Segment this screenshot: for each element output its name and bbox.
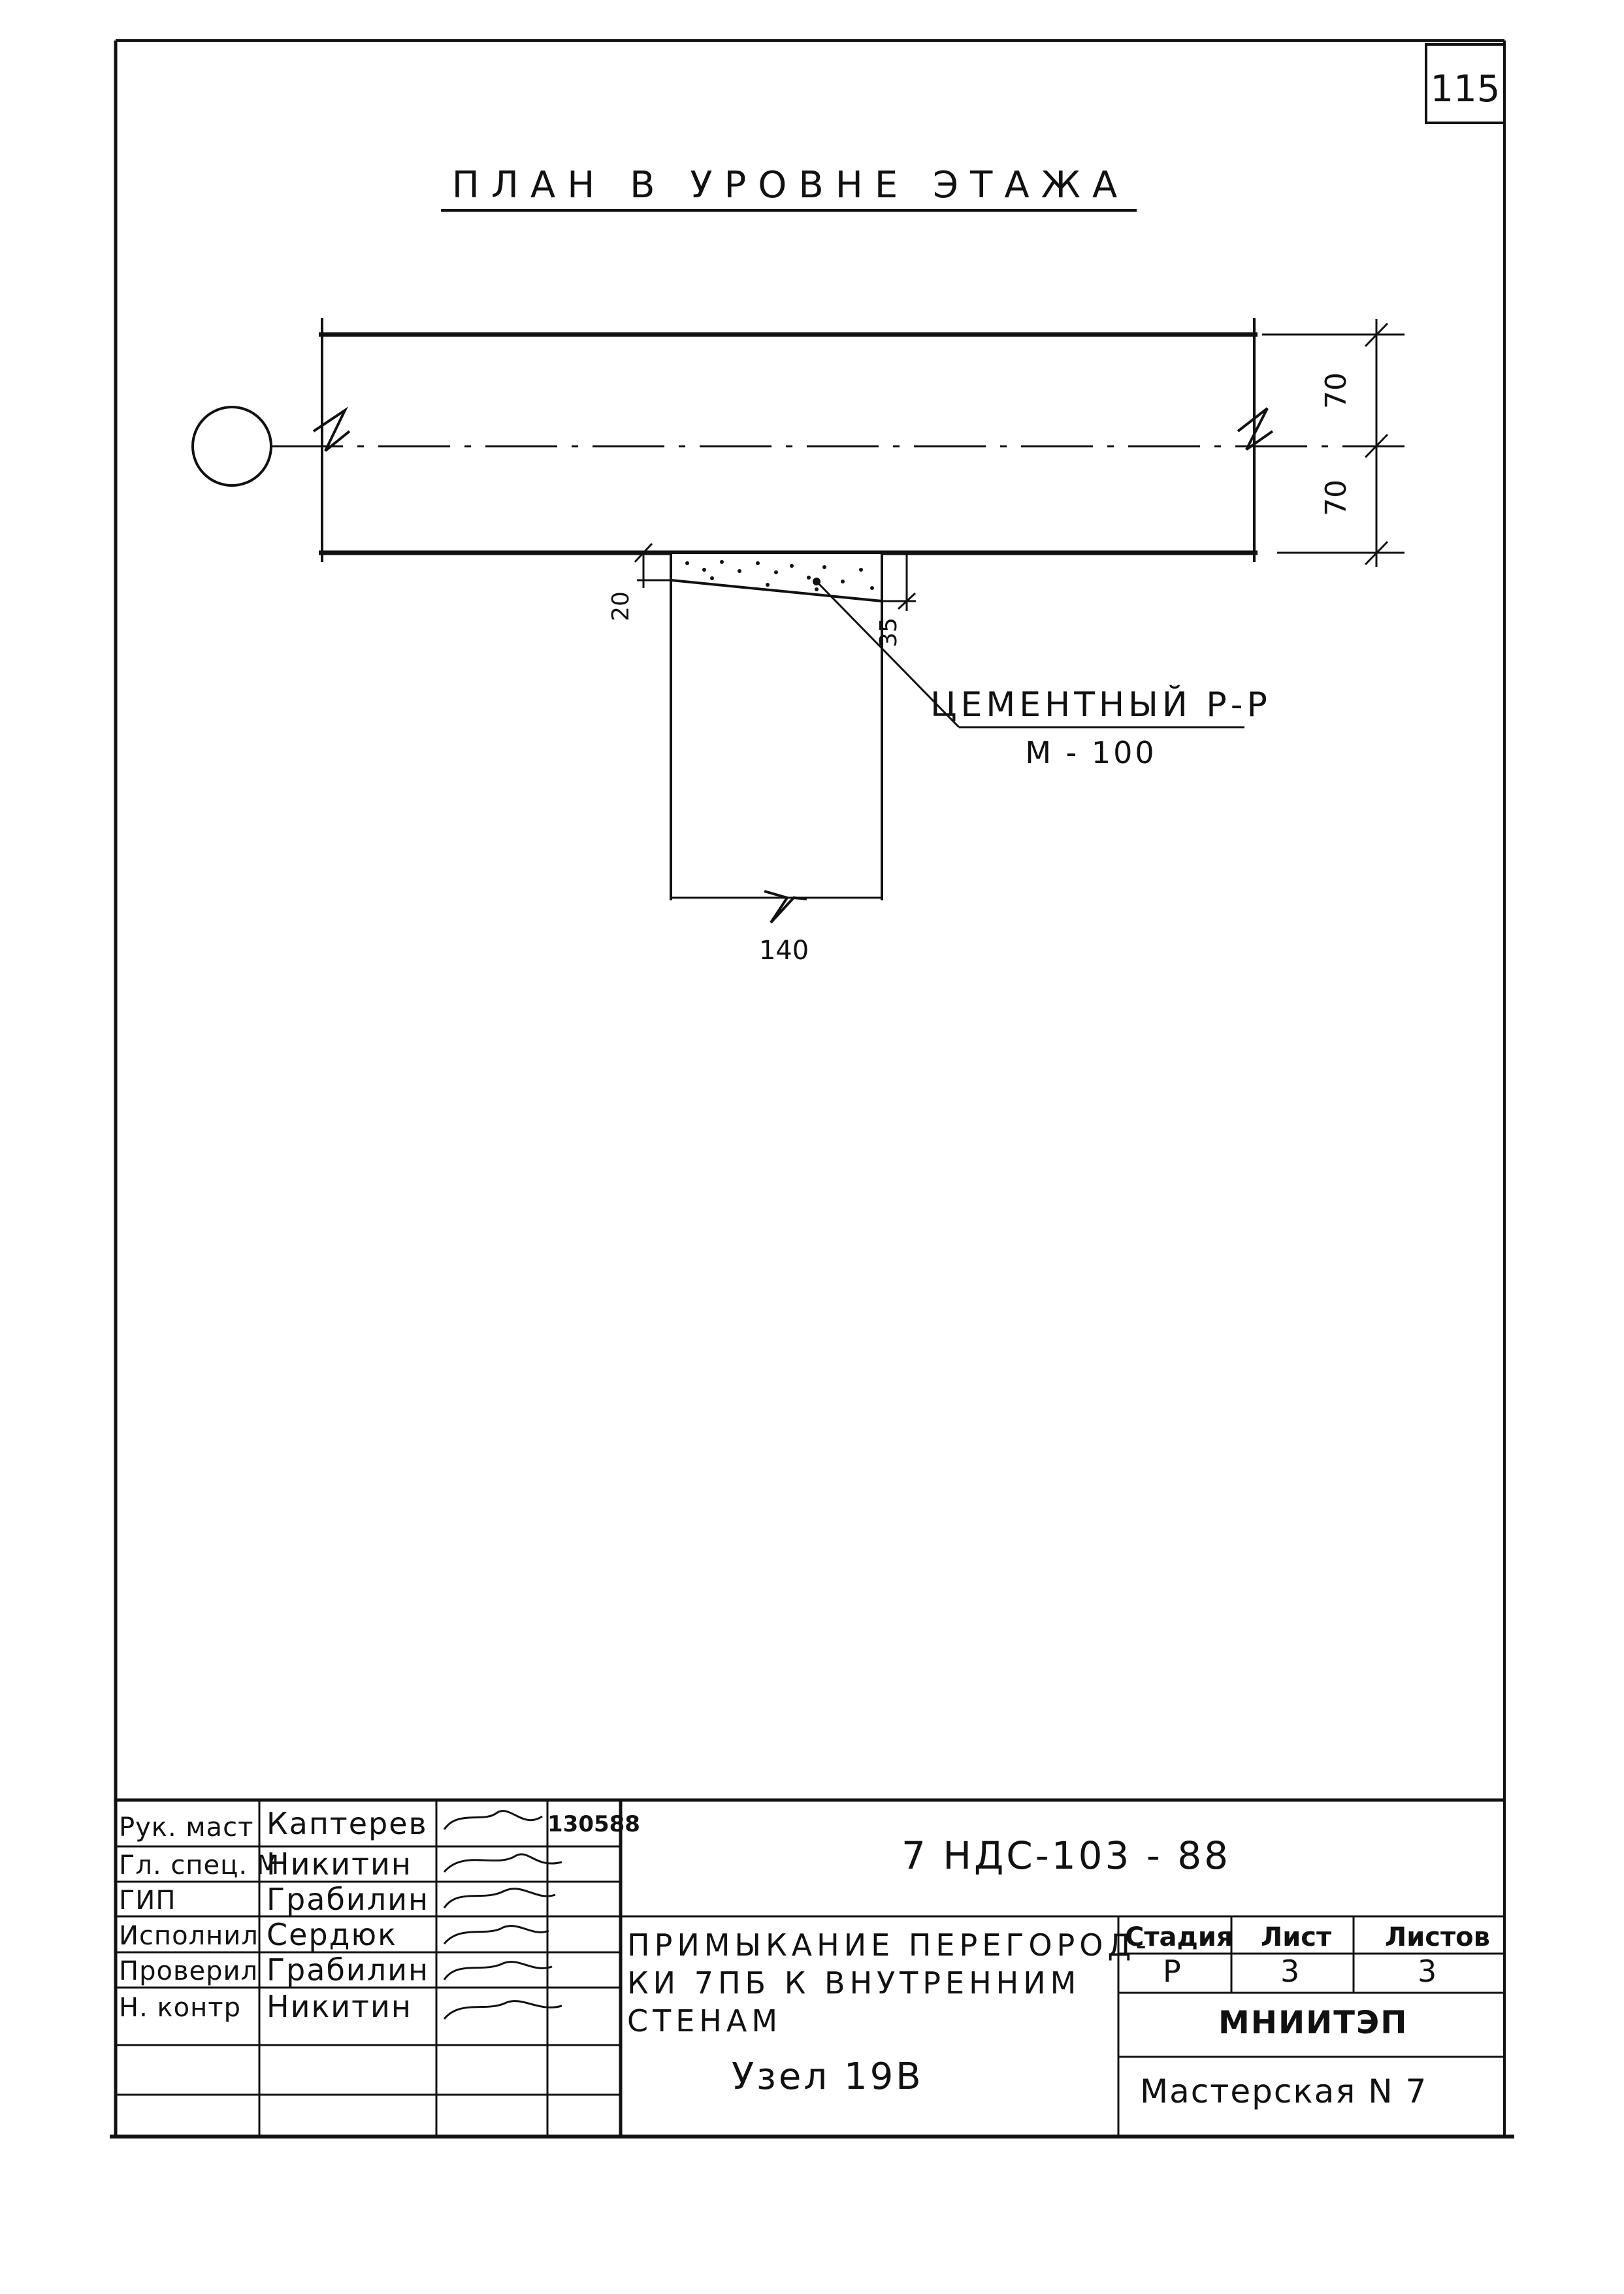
sheet-header: Лист <box>1261 1922 1332 1952</box>
sheet-title-line-2: КИ 7ПБ К ВНУТРЕННИМ <box>627 1965 1081 2001</box>
department-name: Мастерская N 7 <box>1140 2073 1428 2110</box>
sheet-title-line-1: ПРИМЫКАНИЕ ПЕРЕГОРОД- <box>627 1927 1152 1963</box>
dimension-lower-half: 70 <box>1320 480 1353 516</box>
dimension-mortar-left: 20 <box>608 591 634 621</box>
dimension-upper-half: 70 <box>1320 372 1353 409</box>
document-code: 7 НДС-103 - 88 <box>901 1833 1231 1878</box>
leader-dot <box>813 578 820 585</box>
axis-line <box>193 407 1405 485</box>
staff-name-2: Никитин <box>267 1846 412 1882</box>
staff-name-4: Сердюк <box>267 1917 397 1952</box>
staff-role-4: Исполнил <box>119 1921 259 1951</box>
drawing-title: ПЛАН В УРОВНЕ ЭТАЖА <box>451 164 1129 206</box>
axis-marker <box>193 407 271 485</box>
sheet-value: 3 <box>1280 1954 1300 1989</box>
dimension-partition-width: 140 <box>758 936 809 966</box>
staff-name-3: Грабилин <box>267 1882 430 1917</box>
staff-role-6: Н. контр <box>119 1993 241 2023</box>
staff-role-1: Рук. маст <box>119 1812 254 1843</box>
staff-name-5: Грабилин <box>267 1952 430 1988</box>
staff-name-1: Каптерев <box>267 1806 428 1841</box>
staff-name-6: Никитин <box>267 1989 412 2024</box>
partition-plan <box>671 553 882 923</box>
wall-plan <box>314 318 1273 562</box>
staff-role-2: Гл. спец. М <box>119 1850 280 1880</box>
sheet-title-line-3: СТЕНАМ <box>627 2003 783 2039</box>
sheets-value: 3 <box>1418 1954 1437 1989</box>
staff-date-1: 130588 <box>547 1811 640 1837</box>
dimension-mortar-right: 35 <box>875 617 902 647</box>
dimension-chain-right <box>1262 319 1405 567</box>
stage-value: Р <box>1163 1954 1181 1989</box>
staff-role-3: ГИП <box>119 1886 176 1916</box>
sheets-header: Листов <box>1385 1922 1490 1952</box>
node-label: Узел 19В <box>732 2056 924 2098</box>
staff-role-5: Проверил <box>119 1956 259 1986</box>
callout-label: ЦЕМЕНТНЫЙ Р-Р <box>930 685 1271 725</box>
stage-header: Стадия <box>1125 1922 1233 1952</box>
organization-name: МНИИТЭП <box>1218 2005 1408 2041</box>
mortar-joint <box>671 553 882 601</box>
page-number-box <box>1426 44 1504 123</box>
page-number: 115 <box>1430 68 1501 110</box>
callout-grade: М - 100 <box>1025 735 1157 770</box>
